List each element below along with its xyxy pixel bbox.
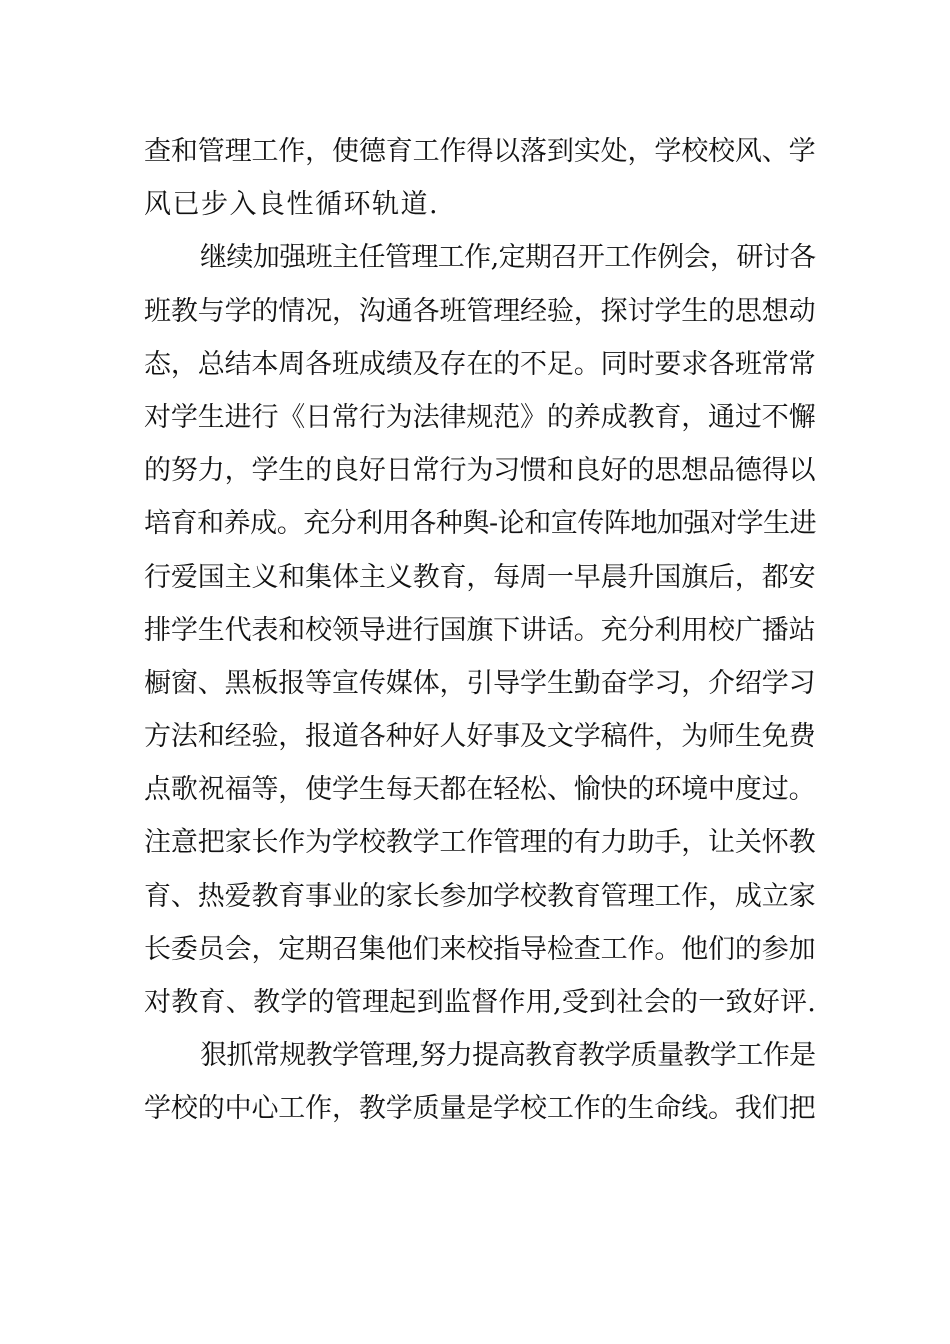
text-line: 培育和养成。充分利用各种舆-论和宣传阵地加强对学生进 (144, 508, 817, 540)
text-line: 班教与学的情况，沟通各班管理经验，探讨学生的思想动 (144, 295, 816, 327)
text-line: 对学生进行《日常行为法律规范》的养成教育，通过不懈 (144, 401, 816, 433)
text-line: 注意把家长作为学校教学工作管理的有力助手，让关怀教 (144, 827, 816, 859)
text-line: 橱窗、黑板报等宣传媒体，引导学生勤奋学习，介绍学习 (144, 667, 816, 699)
text-line: 育、热爱教育事业的家长参加学校教育管理工作，成立家 (144, 880, 816, 912)
text-line: 对教育、教学的管理起到监督作用,受到社会的一致好评. (144, 987, 817, 1018)
text-line: 长委员会，定期召集他们来校指导检查工作。他们的参加 (144, 933, 816, 965)
text-line: 风已步入良性循环轨道. (144, 189, 440, 221)
text-line: 点歌祝福等，使学生每天都在轻松、愉快的环境中度过。 (144, 774, 816, 806)
body-text (144, 130, 816, 1141)
text-line: 查和管理工作，使德育工作得以落到实处，学校校风、学 (144, 136, 816, 167)
text-line: 排学生代表和校领导进行国旗下讲话。充分利用校广播站 (144, 614, 816, 646)
text-line: 方法和经验，报道各种好人好事及文学稿件，为师生免费 (144, 721, 816, 753)
text-line: 态，总结本周各班成绩及存在的不足。同时要求各班常常 (144, 348, 816, 380)
text-line: 学校的中心工作，教学质量是学校工作的生命线。我们把 (144, 1093, 816, 1125)
text-line: 继续加强班主任管理工作,定期召开工作例会，研讨各 (200, 242, 816, 274)
text-line: 行爱国主义和集体主义教育，每周一早晨升国旗后，都安 (144, 561, 816, 593)
text-line: 的努力，学生的良好日常行为习惯和良好的思想品德得以 (144, 455, 816, 487)
text-line: 狠抓常规教学管理,努力提高教育教学质量教学工作是 (200, 1040, 816, 1072)
